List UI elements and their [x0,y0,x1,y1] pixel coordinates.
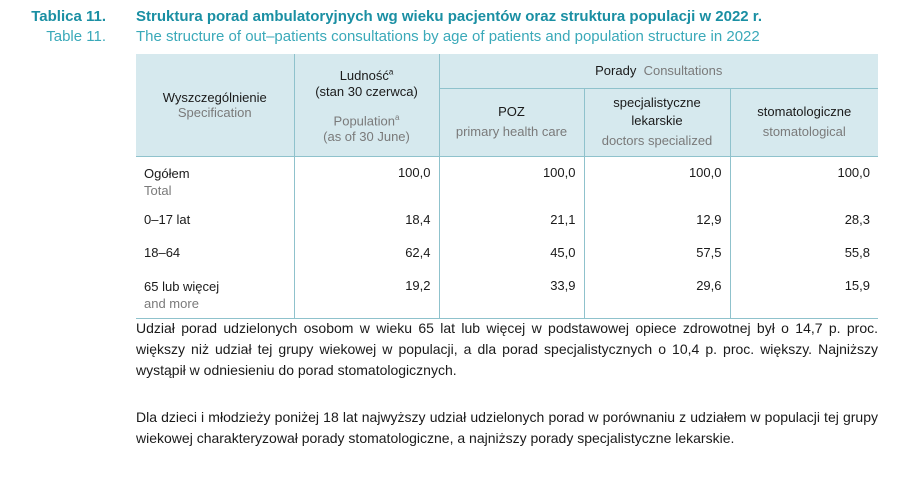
cell-dental: 28,3 [730,204,878,237]
header-specialist-pl2: lekarskie [631,113,683,128]
header-dental-pl: stomatologiczne [757,104,852,119]
table-row [136,270,878,318]
table-number-en: Table 11. [46,28,106,45]
cell-specialist: 100,0 [584,156,730,204]
table-title-en: The structure of out–patients consultations by age of patients and population structure in 2022 [136,28,760,45]
cell-specialist: 57,5 [584,237,730,270]
row-label: 0–17 lat [136,204,294,237]
row-label-en: Total [144,182,172,198]
data-table [136,54,878,319]
cell-dental: 55,8 [730,237,878,270]
header-spec-en: Specification [177,104,252,120]
cell-dental: 100,0 [730,156,878,204]
header-consult-en: Consultations [643,63,723,79]
cell-poz: 100,0 [439,156,584,204]
cell-population: 62,4 [294,237,439,270]
cell-population: 100,0 [294,156,439,204]
header-poz-en: primary health care [455,124,568,139]
header-consultations [439,54,878,88]
caption-pl [0,8,900,28]
table-row [136,237,878,270]
table-caption [0,8,900,48]
cell-poz: 21,1 [439,204,584,237]
row-label-pl: Ogółem [144,165,190,181]
header-spec-pl: Wyszczególnienie [162,89,267,105]
cell-specialist: 12,9 [584,204,730,237]
header-poz-pl: POZ [498,104,525,119]
paragraph-2: Dla dzieci i młodzieży poniżej 18 lat najwyższy udział udzielonych porad w porównaniu z udziałem w populacji tej grupy wiekowej charakteryzował porady stomatologiczne, a najniższy porady specjalistyczne lekarskie. [136,409,878,446]
row-label [136,156,294,204]
row-label: 18–64 [136,237,294,270]
table-number-pl: Tablica 11. [31,8,106,25]
table-row [136,156,878,204]
row-label [136,270,294,318]
row-label-pl: 65 lub więcej [144,279,220,294]
header-dental [730,88,878,156]
header-poz [439,88,584,156]
header-population-date-en: (as of 30 June) [323,129,410,145]
row-label-en: and more [144,296,199,311]
cell-poz: 45,0 [439,237,584,270]
header-population-en: Population$^a$ [333,112,400,129]
header-specialist-en: doctors specialized [601,133,713,148]
header-specialist-pl1: specjalistyczne [613,95,701,110]
caption-en [0,28,900,48]
header-specification [136,54,294,156]
cell-specialist: 29,6 [584,270,730,318]
header-population-pl: Ludność$^a$ [339,67,394,83]
cell-poz: 33,9 [439,270,584,318]
cell-dental: 15,9 [730,270,878,318]
paragraph-1: Udział porad udzielonych osobom w wieku 65 lat lub więcej w podstawowej opiece zdrowotnej był o 14,7 p. proc. większy niż udział tej grupy wiekowej w populacji, a dla porad specjalistycznych o 10,4 p. proc. większy. Najniższy wystąpił w odniesieniu do porad stomatologicznych. [136,320,878,378]
header-dental-en: stomatological [762,124,846,139]
header-population-date-pl: (stan 30 czerwca) [315,83,418,99]
header-population [294,54,439,156]
table-row [136,204,878,237]
header-specialist [584,88,730,156]
header-consult-pl: Porady [595,63,637,79]
cell-population: 18,4 [294,204,439,237]
table-title-pl: Struktura porad ambulatoryjnych wg wieku pacjentów oraz struktura populacji w 2022 r. [136,8,762,25]
cell-population: 19,2 [294,270,439,318]
